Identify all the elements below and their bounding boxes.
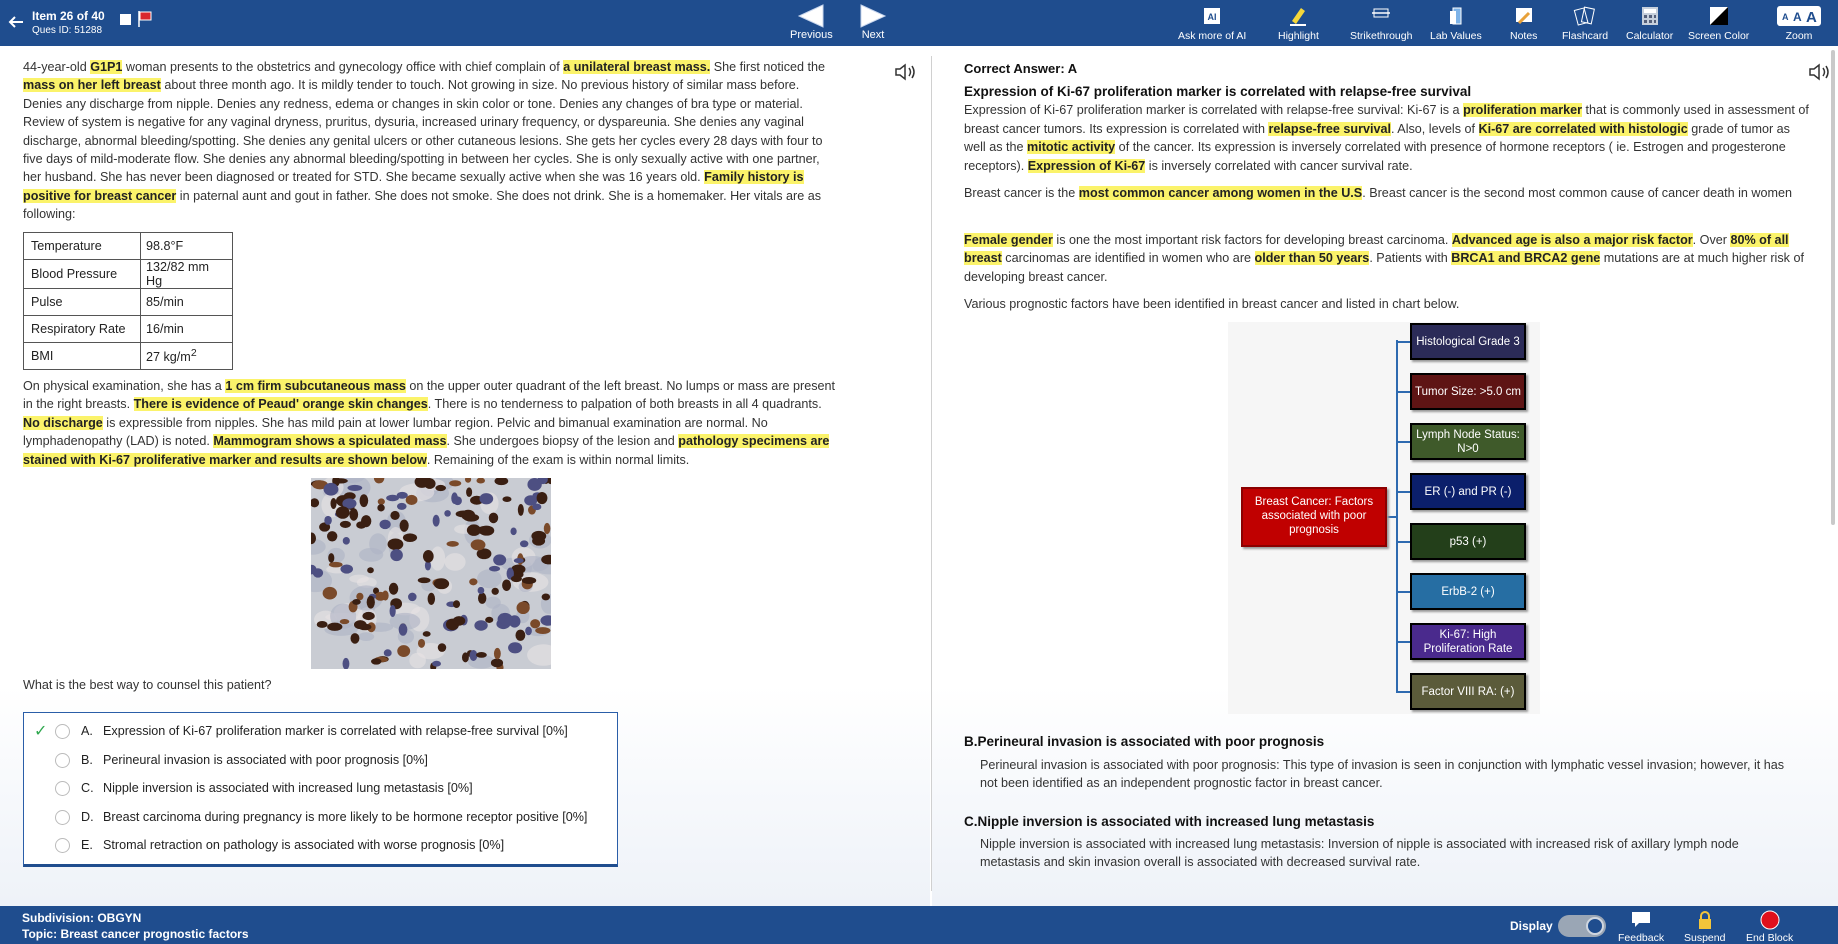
highlighted-text: Expression of Ki-67	[1027, 158, 1146, 173]
option-b-title: B.Perineural invasion is associated with poor prognosis	[964, 734, 1325, 749]
highlighted-text: Female gender	[964, 233, 1053, 247]
prognostic-factor-node: Histological Grade 3	[1410, 323, 1526, 360]
explanation-paragraph-1	[964, 101, 1810, 175]
vitals-row	[24, 260, 233, 289]
lab-values-button[interactable]	[1430, 5, 1482, 42]
answer-letter: E.	[81, 838, 93, 852]
question-text: What is the best way to counsel this patient?	[23, 678, 272, 692]
screen-color-button[interactable]	[1688, 5, 1749, 42]
suspend-button[interactable]	[1684, 910, 1725, 944]
highlighted-text: mitotic activity	[1027, 140, 1116, 155]
highlighted-text: pathology specimens are stained with Ki-67 proliferative marker and results are shown below	[23, 434, 830, 467]
text-run: . There is no tenderness to palpation of both breasts in all 4 quadrants.	[427, 397, 822, 412]
subdivision-label: Subdivision: OBGYN	[22, 911, 142, 925]
calculator-icon	[1640, 5, 1660, 27]
next-arrow-icon	[858, 3, 888, 29]
ai-icon	[1203, 5, 1221, 27]
highlighted-text: G1P1	[90, 60, 123, 74]
highlighted-text: Advanced age is also a major risk factor	[1451, 233, 1693, 247]
lab-flask-icon	[1445, 5, 1467, 27]
text-run: is one the most important risk factors for developing breast carcinoma.	[1052, 233, 1452, 247]
vital-value: 98.8°F	[141, 233, 233, 260]
answer-option-d[interactable]	[24, 803, 614, 831]
text-run: of the cancer. Its expression is inversely correlated with presence of hormone receptors ( ie. Estrogen and progesterone receptors).	[964, 140, 1786, 173]
flashcard-button[interactable]	[1562, 5, 1608, 42]
highlighted-text: BRCA1 and BRCA2 gene	[1451, 251, 1601, 266]
prognostic-factor-node: ErbB-2 (+)	[1410, 573, 1526, 610]
highlighted-text: older than 50 years	[1254, 251, 1370, 266]
ask-ai-button[interactable]	[1178, 5, 1246, 42]
vital-name: Temperature	[24, 233, 141, 260]
highlighted-text: relapse-free survival	[1268, 121, 1391, 136]
zoom-button[interactable]	[1776, 5, 1822, 42]
prognostic-factor-node: Ki-67: High Proliferation Rate	[1410, 623, 1526, 660]
explanation-paragraph-2	[964, 184, 1810, 202]
contrast-icon	[1708, 5, 1730, 27]
answer-text: Expression of Ki-67 proliferation marker is correlated with relapse-free survival [0%]	[103, 724, 568, 738]
calculator-button[interactable]	[1626, 5, 1673, 42]
screen-color-label: Screen Color	[1688, 30, 1750, 42]
text-run: mutations are at much higher risk of developing breast cancer.	[964, 251, 1804, 284]
diagram-connector	[1396, 341, 1410, 343]
vital-name: BMI	[24, 343, 141, 370]
text-run: Breast cancer is the	[964, 186, 1079, 200]
explanation-intro	[964, 83, 1810, 175]
svg-text:A: A	[1793, 10, 1802, 24]
answer-text: Breast carcinoma during pregnancy is more likely to be hormone receptor positive [0%]	[103, 809, 588, 824]
item-counter: Item 26 of 40	[32, 9, 105, 23]
top-toolbar	[0, 0, 1838, 46]
previous-label: Previous	[790, 29, 833, 41]
text-run: On physical examination, she has a	[23, 379, 226, 393]
answer-text: Nipple inversion is associated with increased lung metastasis [0%]	[103, 781, 473, 795]
vital-value: 16/min	[141, 316, 233, 343]
text-run: . Over	[1692, 233, 1731, 247]
radio-button[interactable]	[55, 753, 70, 768]
vitals-row	[24, 316, 233, 343]
highlighted-text: mass on her left breast	[23, 78, 161, 93]
exam-paragraph	[23, 377, 839, 469]
notes-icon	[1513, 5, 1535, 27]
answer-option-c[interactable]	[24, 774, 614, 802]
answer-choices	[23, 712, 618, 867]
highlighter-icon	[1287, 5, 1309, 27]
text-run: carcinomas are identified in women who are	[1001, 251, 1255, 266]
vitals-table	[23, 232, 233, 370]
vital-name: Pulse	[24, 289, 141, 316]
explanation-paragraph-4: Various prognostic factors have been identified in breast cancer and listed in chart below.	[964, 297, 1460, 311]
flashcard-icon	[1573, 5, 1597, 27]
highlighted-text: No discharge	[23, 415, 103, 430]
zoom-label: Zoom	[1785, 30, 1813, 42]
text-run: on the upper outer quadrant of the left breast. No lumps or mass are present in the right breasts.	[23, 379, 836, 412]
next-label: Next	[861, 29, 885, 41]
back-arrow-icon[interactable]	[6, 12, 26, 32]
prognostic-factor-node: Lymph Node Status: N>0	[1410, 423, 1526, 460]
highlighted-text: Family history is positive for breast cancer	[23, 170, 804, 203]
text-run: is expressible from nipples. She has mild pain at lower lumbar region. Pelvic and bimanual examination are normal. No lymphadenopathy (LAD) is noted.	[23, 415, 768, 449]
explanation-title: Expression of Ki-67 proliferation marker is correlated with relapse-free survival	[964, 84, 1472, 99]
flashcard-label: Flashcard	[1562, 30, 1609, 42]
highlighted-text: There is evidence of Peaud' orange skin changes	[133, 397, 428, 412]
diagram-connector	[1396, 641, 1410, 643]
highlighted-text: most common cancer among women in the U.S	[1078, 186, 1363, 200]
ai-icon-text: AI	[1207, 12, 1217, 22]
text-run: Expression of Ki-67 proliferation marker is correlated with relapse-free survival: Ki-67 is a	[964, 103, 1464, 118]
text-run: . Patients with	[1369, 251, 1452, 266]
diagram-connector	[1396, 691, 1410, 693]
text-run: about three month ago. It is mildly tender to touch. Not growing in size. No previous history of similar mass before. Denies any discharge from nipple. Denies any redness, edema or changes in skin color or tone. Denies any changes of bra type or material. Review of system is negative for any vaginal dryness, pruritus, dysuria, increased urinary frequency, or dyspareunia. She denies any vaginal discharge, abnormal bleeding/spotting. She denies any genital ulcers or other cutaneous lesions. She gets her cycles every 28 days with four to five days of mild-moderate flow. She denies any abnormal bleeding/spotting in between her cycles. She is only sexually active with one partner, her husband. She has never been diagnosed or treated for STD. She became sexually active when she was 16 years old.	[23, 78, 823, 185]
highlighted-text: Mammogram shows a spiculated mass	[213, 434, 447, 449]
radio-button[interactable]	[55, 781, 70, 796]
notes-button[interactable]	[1510, 5, 1537, 42]
highlighted-text: a unilateral breast mass.	[563, 60, 711, 74]
text-run: . Remaining of the exam is within normal limits.	[426, 452, 690, 467]
diagram-connector	[1396, 541, 1410, 543]
diagram-connector	[1396, 491, 1410, 493]
diagram-connector	[1387, 516, 1396, 518]
vital-value: 132/82 mm Hg	[141, 260, 233, 289]
strikethrough-button[interactable]	[1350, 5, 1412, 42]
text-run: grade of tumor as well as the	[964, 121, 1790, 155]
next-button[interactable]	[858, 3, 888, 41]
lock-icon	[1695, 910, 1715, 930]
speaker-icon-explanation[interactable]	[1806, 60, 1834, 84]
previous-arrow-icon	[796, 3, 826, 29]
correct-check-icon: ✓	[34, 723, 48, 740]
speaker-icon[interactable]	[892, 60, 920, 84]
svg-text:A: A	[1806, 9, 1817, 26]
toggle-knob	[1586, 917, 1604, 935]
radio-button[interactable]	[55, 724, 70, 739]
radio-button[interactable]	[55, 838, 70, 853]
display-label: Display	[1510, 919, 1553, 933]
diagram-center-node: Breast Cancer: Factors associated with poor prognosis	[1241, 487, 1387, 547]
bottom-toolbar	[0, 906, 1838, 944]
option-c-body: Nipple inversion is associated with increased lung metastasis: Inversion of nipple is associated with increased risk of axillary lymph node metastasis and skin invasion overall is associated with decreased survival rate.	[980, 837, 1739, 870]
vitals-row	[24, 289, 233, 316]
text-run: . Also, levels of	[1391, 121, 1479, 136]
answer-option-e[interactable]	[24, 831, 614, 859]
diagram-connector	[1396, 391, 1410, 393]
lab-values-label: Lab Values	[1430, 30, 1482, 42]
strikethrough-icon	[1370, 5, 1392, 27]
display-toggle[interactable]	[1558, 915, 1606, 937]
answer-letter: A.	[81, 724, 93, 738]
suspend-label: Suspend	[1684, 932, 1726, 944]
item-info	[32, 9, 105, 36]
text-run: that is commonly used in assessment of breast cancer tumors. Its expression is correlated with	[964, 103, 1809, 136]
explanation-scrollbar[interactable]	[1831, 50, 1835, 525]
vital-name: Respiratory Rate	[24, 316, 141, 343]
pathology-image	[311, 478, 551, 669]
answer-text: Stromal retraction on pathology is associated with worse prognosis [0%]	[103, 838, 505, 852]
stop-circle-icon	[1760, 910, 1780, 930]
answer-letter: C.	[81, 781, 94, 795]
correct-answer-label: Correct Answer: A	[964, 61, 1078, 76]
answer-letter: B.	[81, 752, 93, 767]
highlighted-text: proliferation marker	[1463, 103, 1583, 118]
svg-text:A: A	[1782, 12, 1789, 22]
notes-label: Notes	[1510, 30, 1538, 42]
highlighted-text: 80% of all breast	[964, 233, 1789, 266]
answer-option-b[interactable]	[24, 746, 614, 774]
vitals-row	[24, 343, 233, 370]
question-id: Ques ID: 51288	[32, 25, 103, 36]
feedback-label: Feedback	[1618, 932, 1665, 944]
text-run: woman presents to the obstetrics and gynecology office with chief complain of	[122, 60, 564, 74]
diagram-connector	[1396, 441, 1410, 443]
previous-button[interactable]	[790, 3, 833, 41]
vitals-row	[24, 233, 233, 260]
text-run: 44-year-old	[23, 60, 91, 74]
strikethrough-label: Strikethrough	[1350, 30, 1413, 42]
vital-name: Blood Pressure	[24, 260, 141, 289]
highlighted-text: 1 cm firm subcutaneous mass	[225, 379, 406, 393]
vital-value: 27 $kg/m^2$	[141, 343, 233, 370]
end-block-button[interactable]	[1746, 910, 1793, 944]
prognostic-factor-node: Tumor Size: >5.0 cm	[1410, 373, 1526, 410]
flag-icon[interactable]	[137, 10, 153, 28]
text-run: in paternal aunt and gout in father. She does not smoke. She does not drink. She is a homemaker. Her vitals are as following:	[23, 188, 822, 222]
mark-checkbox[interactable]	[120, 14, 131, 25]
prognostic-factor-node: p53 (+)	[1410, 523, 1526, 560]
zoom-text-icon	[1776, 5, 1822, 27]
option-c-title: C.Nipple inversion is associated with increased lung metastasis	[964, 814, 1375, 829]
end-block-label: End Block	[1746, 932, 1794, 944]
vital-value: 85/min	[141, 289, 233, 316]
calculator-label: Calculator	[1626, 30, 1674, 42]
text-run: . Breast cancer is the second most common cause of cancer death in women	[1362, 186, 1793, 200]
prognostic-factor-node: ER (-) and PR (-)	[1410, 473, 1526, 510]
radio-button[interactable]	[55, 810, 70, 825]
ask-ai-label: Ask more of AI	[1178, 30, 1247, 42]
diagram-connector	[1396, 591, 1410, 593]
answer-text: Perineural invasion is associated with poor prognosis [0%]	[103, 752, 428, 767]
highlight-button[interactable]	[1278, 5, 1319, 42]
feedback-bubble-icon	[1630, 910, 1652, 930]
topic-label: Topic: Breast cancer prognostic factors	[22, 927, 249, 941]
answer-letter: D.	[81, 809, 94, 824]
explanation-paragraph-3	[964, 231, 1810, 286]
text-run: . She undergoes biopsy of the lesion and	[446, 434, 679, 449]
question-stem	[23, 58, 839, 224]
text-run: is inversely correlated with cancer survival rate.	[1145, 158, 1413, 173]
highlight-label: Highlight	[1278, 30, 1319, 42]
answer-option-a[interactable]	[24, 717, 614, 745]
option-b-body: Perineural invasion is associated with poor prognosis: This type of invasion is seen in conjunction with lymphatic vessel invasion; however, it has not been identified as an independent prognostic factor in breast cancer.	[980, 758, 1785, 791]
highlighted-text: Ki-67 are correlated with histologic	[1478, 121, 1688, 136]
text-run: She first noticed the	[710, 60, 826, 74]
feedback-button[interactable]	[1618, 910, 1664, 944]
prognostic-factor-node: Factor VIII RA: (+)	[1410, 673, 1526, 710]
